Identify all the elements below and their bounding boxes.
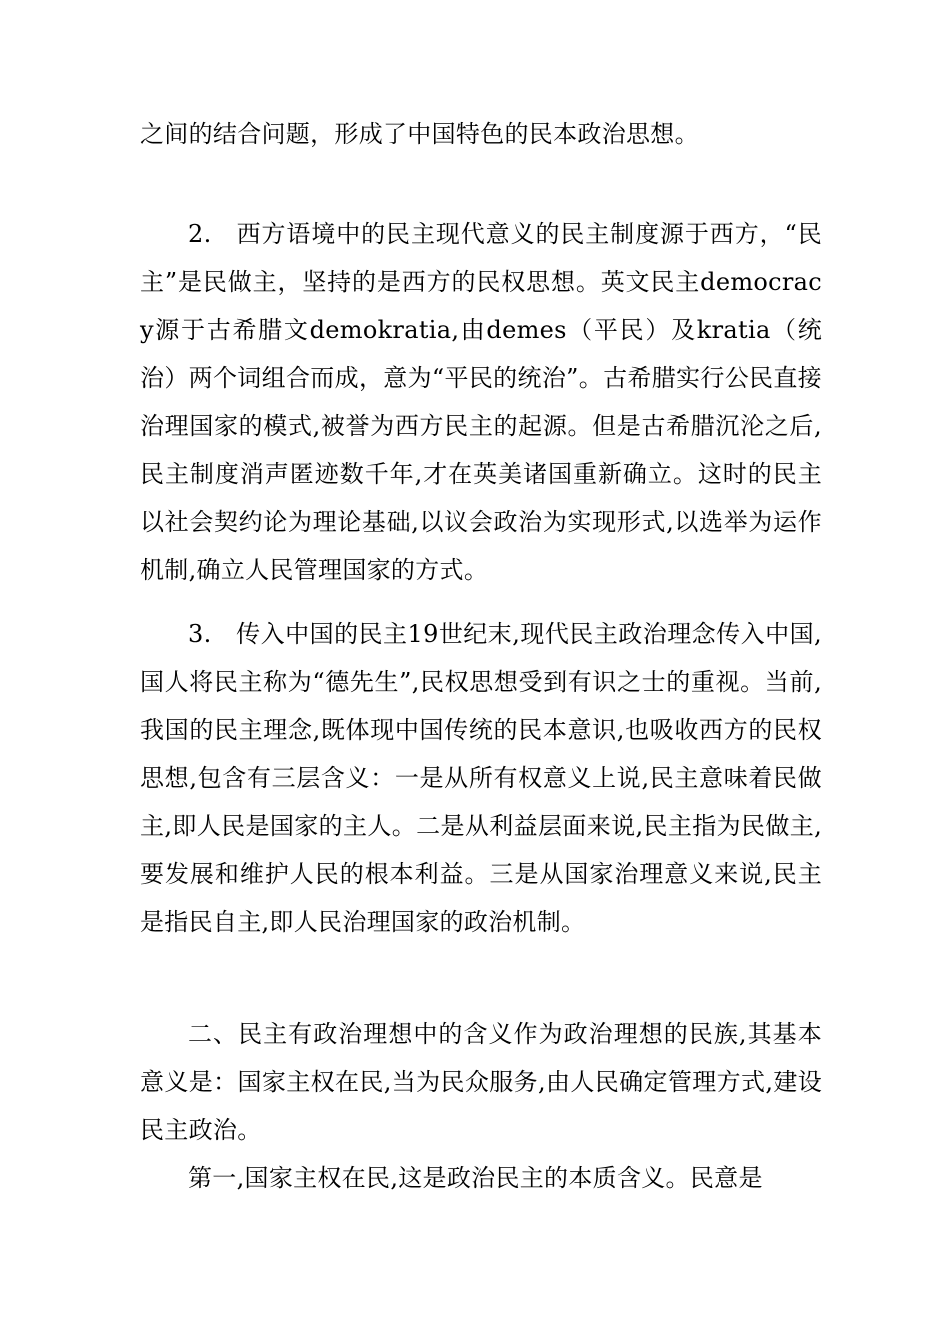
paragraph-democracy-in-china	[140, 610, 822, 946]
paragraph-text: 之间的结合问题，形成了中国特色的民本政治思想。	[140, 120, 699, 148]
paragraph-text: 第一,国家主权在民,这是政治民主的本质含义。民意是	[188, 1164, 763, 1192]
paragraph-number: 2.	[188, 220, 212, 248]
paragraph-text: 西方语境中的民主现代意义的民主制度源于西方，“民主”是民做主，坚持的是西方的民权思想。英文民主democracy源于古希腊文demokratia,由demes（平民）及kratia（统治）两个词组合而成，意为“平民的统治”。古希腊实行公民直接治理国家的模式,被誉为西方民主的起源。但是古希腊沉沦之后,民主制度消声匿迹数千年,才在英美诸国重新确立。这时的民主以社会契约论为理论基础,以议会政治为实现形式,以选举为运作机制,确立人民管理国家的方式。	[140, 220, 822, 584]
paragraph-political-ideal	[140, 1010, 822, 1154]
paragraph-continuation	[140, 110, 822, 158]
paragraph-number: 3.	[188, 620, 212, 648]
paragraph-western-democracy	[140, 210, 822, 594]
paragraph-text: 传入中国的民主19世纪末,现代民主政治理念传入中国,国人将民主称为“德先生”,民权思想受到有识之士的重视。当前,我国的民主理念,既体现中国传统的民本意识,也吸收西方的民权思想,包含有三层含义：一是从所有权意义上说,民主意味着民做主,即人民是国家的主人。二是从利益层面来说,民主指为民做主,要发展和维护人民的根本利益。三是从国家治理意义来说,民主是指民自主,即人民治理国家的政治机制。	[140, 620, 822, 936]
paragraph-sovereignty	[140, 1154, 822, 1202]
paragraph-text: 二、民主有政治理想中的含义作为政治理想的民族,其基本意义是：国家主权在民,当为民众服务,由人民确定管理方式,建设民主政治。	[140, 1020, 822, 1144]
